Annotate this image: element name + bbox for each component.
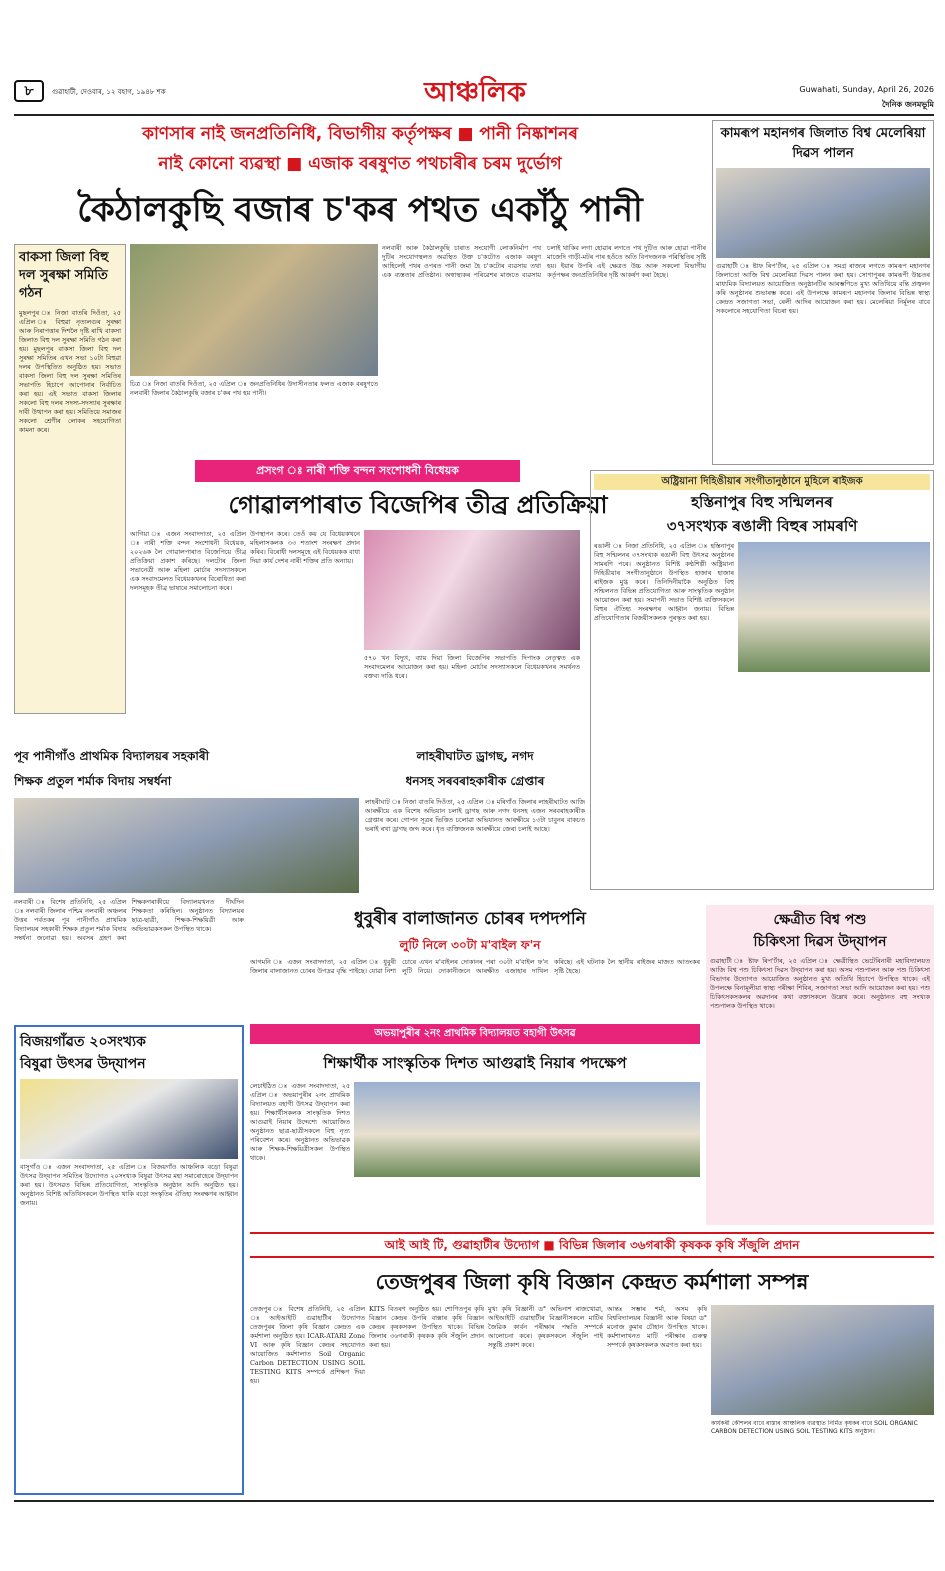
iit-body-4: আন্তঃ সম্ভাৰ শৰ্মা, অসম কৃষি বিশ্ববিদ্যালয়ৰ বিজ্ঞানী আৰু বিষয়া ড° মনোজ কুমাৰ চৌহান উপস্থিত থাকে। কৰ্মশালাখনত মাটি পৰীক্ষাৰ গুৰুত্ব সম্পৰ্কে কৃষকসকলক অৱগত কৰা হয়। [607,1305,707,1349]
abhaya-body: লেচাইঠিত ঃ এজন সংবাদদাতা, ২৫ এপ্ৰিল ঃ অভয়াপুৰীৰ ২নং প্ৰাথমিক বিদ্যালয়ত বহাগী উৎসৱ উদ্‌যাপন কৰা হয়। শিক্ষাৰ্থীসকলক সাংস্কৃতিক দিশত আগুৱাই নিয়াৰ উদ্দেশ্যে আয়োজিত অনুষ্ঠানত ছাত্ৰ-ছাত্ৰীসকলে বিহু নৃত্য পৰিবেশন কৰে। অনুষ্ঠানত অভিভাৱক আৰু শিক্ষক-শিক্ষয়িত্ৰীসকল উপস্থিত থাকে। [250,1082,350,1162]
abhaya-tag: অভয়াপুৰীৰ ২নং প্ৰাথমিক বিদ্যালয়ত বহাগী উৎসৱ [250,1024,700,1044]
iit-body-2: KITS বিতৰণ অনুষ্ঠিত হয়। শোণিতপুৰ কৃষি বিজ্ঞান কেন্দ্ৰৰ উপৰি বাক্সাৰ কৃষি বিজ্ঞান কেন্দ্ৰৰ কৃষকসকল উপস্থিত থাকে। বিভিন্ন জিলাৰ ৩৬গৰাকী কৃষকক কৃষি সঁজুলি প্ৰদান কৰা হয়। [369,1305,484,1349]
prasanga-headline: গোৱালপাৰাত বিজেপিৰ তীব্ৰ প্ৰতিক্ৰিয়া [228,491,608,519]
dhubri-headline: ধুবুৰীৰ বালাজানত চোৰৰ দপদপনি [354,909,586,929]
vet-headline-2: চিকিৎসা দিৱস উদ্‌যাপন [753,934,887,950]
hastinapur-photo [738,542,930,672]
header-divider [14,114,934,116]
prasanga-body-1: আগিয়া ঃ এজন সংবাদদাতা, ২৫ এপ্ৰিল ঃ নাৰী শক্তি বন্দন সংশোধনী বিধেয়ক, ২০২৬ক লৈ গোৱালপাৰাত বিজেপিয়ে তীব্ৰ প্ৰতিক্ৰিয়া প্ৰকাশ কৰিছে। দলটোৰ জিলা সভানেত্ৰী আৰু মহিলা মোৰ্চাৰ সদস্যাসকলে এক সংবাদমেলত বিধেয়কখনৰ বিৰোধিতা কৰা দলসমূহক তীব্ৰ ভাষাৰে সমালোচনা কৰে। [130,530,246,592]
malaria-photo [716,168,930,258]
prasanga-photo [364,530,580,650]
page-number-badge: ৮ [14,80,44,102]
vet-body: গুৱাহাটী ঃ ষ্টাফ ৰিপ'ৰ্টাৰ, ২৫ এপ্ৰিল ঃ ক্ষেত্ৰীস্থিত ভেটেৰিনাৰী মহাবিদ্যালয়ত আজি বিশ্ব পশু চিকিৎসা দিৱস উদ্‌যাপন কৰা হয়। অসম পশুপালন আৰু পশু চিকিৎসা বিভাগৰ উদ্যোগত আয়োজিত অনুষ্ঠানত মুখ্য অতিথি হিচাপে উপস্থিত থাকে। এই উপলক্ষে বিনামূলীয়া স্বাস্থ্য পৰীক্ষা শিবিৰ, সজাগতা সভা আদি আয়োজন কৰা হয়। পশু চিকিৎসকসকলৰ অৱদানৰ কথা বক্তাসকলে উল্লেখ কৰে। অনুষ্ঠানত বহু সংখ্যক পশুপালক উপস্থিত থাকে। [710,957,930,1010]
iit-photo [711,1305,934,1415]
header-date-left: গুৱাহাটী, দেওবাৰ, ১২ বহাগ, ১৯৪৮ শক [52,88,166,96]
bijoy-story [14,1025,244,1495]
bijoy-photo [20,1079,238,1159]
prasanga-body-3: ৫৭০ খন বিদ্যুৎ, ব্যায় দিয়া জিলা বিজেপিৰ সভাপতি দিপাংক নেতৃত্বত এক সংবাদমেলৰ আয়োজন কৰা হয়। মহিলা মোৰ্চাৰ সদস্যাসকলে বিধেয়কখনৰ সমৰ্থনত বক্তব্য দাঙি ধৰে। [364,654,580,680]
hastinapur-tag: অষ্ট্ৰিয়ানা দিহিঙীয়াৰ সংগীতানুষ্ঠানে মুহিলে ৰাইজক [594,474,930,490]
iit-banner: আই আই টি, গুৱাহাটীৰ উদ্যোগ ■ বিভিন্ন জিলাৰ ৩৬গৰাকী কৃষকক কৃষি সঁজুলি প্ৰদান [250,1232,934,1258]
vet-headline-1: ক্ষেত্ৰীত বিশ্ব পশু [773,912,867,928]
lahori-headline-1: লাহৰীঘাটত ড্ৰাগছ, নগদ [416,749,534,763]
lead-headline: কৈঠালকুছি বজাৰ চ'কৰ পথত একাঁঠু পানী [77,190,643,230]
lead-kicker-2: নাই কোনো ব্যৱস্থা ■ এজাক বৰষুণত পথচাৰীৰ চৰম দুৰ্ভোগ [158,154,562,174]
abhaya-photo [354,1082,700,1177]
lead-caption: চিত্ৰ ঃ নিজা বাতৰি দিওঁতা, ২৫ এপ্ৰিল ঃ জনপ্ৰতিনিধিৰ উদাসীনতাৰ ফলত এজাক বৰষুণতে নলবাৰী জিলাৰ কৈঠালকুছি বজাৰ চ'কৰ পথ হয় পানী। [130,380,378,397]
malaria-story [712,120,934,465]
prasanga-tag: প্ৰসংগ ঃ নাৰী শক্তি বন্দন সংশোধনী বিধেয়ক [195,460,520,482]
iit-caption: কাৰ্যকৰী কৌশলৰ বাবে ৰাস্তাৰ আঞ্চলিক ব্যৱস্থাত নিৰ্মিত কৃষকৰ বাবে SOIL ORGANIC CARBON DETECTION USING SOIL TESTING KITS অনুষ্ঠান। [711,1420,918,1435]
lahori-body: লাহৰীঘাট ঃ নিজা বাতৰি দিওঁতা, ২৫ এপ্ৰিল ঃ মৰিগাঁও জিলাৰ লাহৰীঘাটত আজি আৰক্ষীয়ে এক বিশেষ অভিযান চলাই ড্ৰাগছ আৰু নগদ ধনসহ এজন সৰবৰাহকাৰীক গ্ৰেপ্তাৰ কৰে। গোপন সূত্ৰৰ ভিত্তিত চলোৱা অভিযানত আৰক্ষীয়ে ১৩টা চাবুনৰ বাকচত ভৰাই ৰখা ড্ৰাগছ জব্দ কৰে। ধৃত ব্যক্তিজনক আৰক্ষীয়ে জেৰা চলাই আছে। [365,798,585,833]
prasanga-body-2: উপস্থাপন কৰে। তেওঁ কয় যে বিধেয়কখনে মহিলাসকলক ৩৩ শতাংশ সংৰক্ষণ প্ৰদান কৰিব। বিৰোধী দলসমূহে এই বিধেয়কক বাধা দিয়া কাৰ্য দেশৰ নাৰী শক্তিৰ প্ৰতি অন্যায়। [250,530,360,565]
iit-body-3: মুখ্য কৃষি বিজ্ঞানী ড° অভিনাশ ৰাজখোৱা, আইআইটি গুৱাহাটীৰ বিজ্ঞানীসকলে মাটিৰ জৈৱিক কাৰ্বন পৰীক্ষাৰ পদ্ধতি সম্পৰ্কে আলোচনা কৰে। কৃষকসকলে সঁজুলি পাই সন্তুষ্টি প্ৰকাশ কৰে। [488,1305,603,1349]
lead-photo [130,244,378,376]
header-date-right: Guwahati, Sunday, April 26, 2026 [799,85,934,94]
hastinapur-body: ৰঙালী ঃ নিজা প্ৰতিনিধি, ২৫ এপ্ৰিল ঃ হস্তিনাপুৰ বিহু সন্মিলনৰ ৩৭সংখ্যক ৰঙালী বিহু উৎসৱ অনুষ্ঠানৰ সামৰণি পৰে। অনুষ্ঠানত বিশিষ্ট কণ্ঠশিল্পী অষ্ট্ৰিয়ানা দিহিঙীয়াৰ সংগীতানুষ্ঠানে উপস্থিত হাজাৰ হাজাৰ ৰাইজক মুগ্ধ কৰে। তিনিদিনীয়াকৈ অনুষ্ঠিত বিহু সন্মিলনত বিভিন্ন প্ৰতিযোগিতা আৰু সাংস্কৃতিক অনুষ্ঠান আয়োজন কৰা হয়। সমাপনী সভাত বিশিষ্ট ব্যক্তিসকলে বিহুৰ ঐতিহ্য সংৰক্ষণৰ আহ্বান জনায়। বিভিন্ন প্ৰতিযোগিতাৰ বিজয়ীসকলক পুৰস্কৃত কৰা হয়। [594,542,734,622]
hastinapur-story [590,470,934,890]
prabul-headline-1: পূব পানীগাঁও প্ৰাথমিক বিদ্যালয়ৰ সহকাৰী [14,749,210,763]
vet-story [706,905,934,1225]
abhaya-headline: শিক্ষাৰ্থীক সাংস্কৃতিক দিশত আগুৱাই নিয়াৰ পদক্ষেপ [323,1054,627,1072]
dhubri-body: আগমনি ঃ এজন সংবাদদাতা, ২৫ এপ্ৰিল ঃ ধুবুৰী জিলাৰ বালাজানত চোৰৰ উপদ্ৰৱ বৃদ্ধি পাইছে। যোৱা নিশা চোৰে এখন ম'বাইলৰ দোকানৰ পৰা ৩০টা ম'বাইল ফ'ন লুটি নিয়ে। দোকানীজনে আৰক্ষীত এজাহাৰ দাখিল কৰিছে। এই ঘটনাক লৈ স্থানীয় ৰাইজৰ মাজত আতংকৰ সৃষ্টি হৈছে। [250,958,700,975]
lahori-headline-2: ধনসহ সৰবৰাহকাৰীক গ্ৰেপ্তাৰ [405,774,545,788]
malaria-body: গুৱাহাটী ঃ ষ্টাফ ৰিপ'ৰ্টাৰ, ২৫ এপ্ৰিল ঃ সমগ্ৰ ৰাজ্যৰ লগতে কামৰূপ মহানগৰ জিলাতো আজি বিশ্ব মেলেৰিয়া দিৱস পালন কৰা হয়। সোণাপুৰৰ কামৰূপী উচ্চতৰ মাধ্যমিক বিদ্যালয়ত আয়োজিত অনুষ্ঠানটিৰ আৰম্ভণিতে মুখ্য অতিথিয়ে বন্তি প্ৰজ্বলন কৰি অনুষ্ঠানৰ শুভাৰম্ভ কৰে। এই উপলক্ষে কামৰূপ মহানগৰ জিলাৰ বিভিন্ন স্বাস্থ্য কেন্দ্ৰত সজাগতা সভা, ৰেলী আদিৰ আয়োজন কৰা হয়। মেলেৰিয়া নিৰ্মূলৰ বাবে সকলোৰে সহযোগিতা বিচৰা হয়। [716,262,930,315]
dhubri-subhead: লুটি নিলে ৩০টা ম'বাইল ফ'ন [399,938,541,952]
bijoy-headline-1: বিজয়গাঁৱত ২০সংখ্যক [20,1034,146,1050]
left-column-headline: বাকসা জিলা বিহু দল সুৰক্ষা সমিতি গঠন [19,250,109,301]
iit-headline: তেজপুৰৰ জিলা কৃষি বিজ্ঞান কেন্দ্ৰত কৰ্মশালা সম্পন্ন [375,1270,809,1294]
hastinapur-headline-2: ৩৭সংখ্যক ৰঙালী বিহুৰ সামৰণি [666,517,858,535]
section-title: আঞ্চলিক [424,77,526,108]
bijoy-body: বাসুগাঁও ঃ এজন সংবাদদাতা, ২৫ এপ্ৰিল ঃ বিজয়গাঁও আঞ্চলিক বড়ো বিষুৱা উৎসৱ উদ্‌যাপন সমিতিৰ উদ্যোগত ২০সংখ্যক বিষুৱা উৎসৱ মহা সমাৰোহেৰে উদ্‌যাপন কৰা হয়। উৎসৱত বিভিন্ন প্ৰতিযোগিতা, সাংস্কৃতিক অনুষ্ঠান আদি অনুষ্ঠিত হয়। অনুষ্ঠানত বিশিষ্ট অতিথিসকলে উপস্থিত থাকি বড়ো সংস্কৃতিৰ ঐতিহ্য সংৰক্ষণৰ আহ্বান জনায়। [20,1163,238,1207]
footer-divider [14,1500,934,1502]
lead-body: নলবাৰী আৰু কৈঠালকুছি চাৰাত সংযোগী লোকনিৰ্মাণ পথ দুটিৰ সংযোগস্থলত অৱস্থিত উক্ত চ'কটোত এজাক বৰষুণ আহিলেই পথৰ ওপৰত পানী জমা হৈ চ'কটোৰ ব্যৱসায় তথা এক ব্যস্ততাৰ প্ৰতিষ্ঠান। অস্বাস্থ্যকৰ পৰিৱেশৰ মাজতে ব্যৱসায় চলাই থাকিব লগা হোৱাৰ লগতে পথ দুটিত আৰু হোৱা পানীৰ মাজেদি গাড়ী-মটৰ পাৰ হওঁতে অতি বিপদজনক পৰিস্থিতিৰ সৃষ্টি হয়। ইয়াৰ উপৰি এই ক্ষেত্ৰত উচ্চ আৰু সকলো বিভাগীয় কৰ্তৃপক্ষৰ জনপ্ৰতিনিধিৰ দৃষ্টি আকৰ্ষণ কৰা হৈছে। [382,244,706,279]
prabul-photo [14,798,359,893]
lead-kicker-1: কাণসাৰ নাই জনপ্ৰতিনিধি, বিভাগীয় কৰ্তৃপক্ষৰ ■ পানী নিষ্কাশনৰ [142,124,578,144]
paper-name: দৈনিক জনমভূমি [882,100,934,109]
prabul-body: নলবাৰী ঃ বিশেষ প্ৰতিনিধি, ২৫ এপ্ৰিল ঃ নলবাৰী জিলাৰ পশ্চিম নলবাৰী অঞ্চলৰ উত্তৰ পৰ্বতকৰ পূব পানীগাঁও প্ৰাথমিক বিদ্যালয়ৰ সহকাৰী শিক্ষক প্ৰতুল শৰ্মাক বিদায় সম্বৰ্ধনা জনোৱা হয়। অবসৰ গ্ৰহণ কৰা শিক্ষকগৰাকীয়ে বিদ্যালয়খনত দীৰ্ঘদিন শিক্ষকতা কৰিছিল। অনুষ্ঠানত বিদ্যালয়ৰ ছাত্ৰ-ছাত্ৰী, শিক্ষক-শিক্ষয়িত্ৰী আৰু অভিভাৱকসকল উপস্থিত থাকে। [14,898,244,942]
iit-body-1: তেজপুৰ ঃ বিশেষ প্ৰতিনিধি, ২৫ এপ্ৰিল ঃ আইআইটি গুৱাহাটীৰ উদ্যোগত তেজপুৰৰ জিলা কৃষি বিজ্ঞান কেন্দ্ৰত এক কৰ্মশালা অনুষ্ঠিত হয়। ICAR-ATARI Zone VI আৰু কৃষি বিজ্ঞান কেন্দ্ৰৰ সহযোগত আয়োজিত কৰ্মশালাত Soil Organic Carbon DETECTION USING SOIL TESTING KITS সম্পৰ্কে প্ৰশিক্ষণ দিয়া হয়। [250,1305,365,1385]
left-column-story [14,244,126,714]
malaria-headline: কামৰূপ মহানগৰ জিলাত বিশ্ব মেলেৰিয়া দিৱস পালন [720,126,926,161]
bijoy-headline-2: বিষুৱা উৎসৱ উদ্‌যাপন [20,1056,146,1072]
hastinapur-headline-1: হস্তিনাপুৰ বিহু সন্মিলনৰ [691,493,833,511]
left-column-body: মুছলপুৰ ঃ নিজা বাতৰি দিওঁতা, ২৫ এপ্ৰিল ঃ বিহুৱা নৃত্যলগুৰ সুৰক্ষা আৰু নিৰাপত্তাৰ দিশলৈ দৃষ্টি ৰাখি বাকসা জিলাত বিহু দল সুৰক্ষা সমিতি গঠন কৰা হয়। মুছলপুৰ বাকসা জিলা বিহু দল সুৰক্ষা সমিতিৰ এখন সভা ১০টা বিহুৱা দলৰ উপস্থিতিত অনুষ্ঠিত হয়। সভাত বাকসা জিলা বিহু দল সুৰক্ষা সমিতিৰ সভাপতি হিচাপে আপোনাৰ নিৰ্বাচিত কৰা হয়। এই সভাত বাকসা জিলাৰ সকলো বিহু দলৰ সদস্য-সদস্যাৰ সুৰক্ষাৰ দাবী উত্থাপন কৰা হয়। সমিতিয়ে সমাজৰ সকলো শ্ৰেণীৰ লোকৰ সহযোগিতা কামনা কৰে। [19,309,121,434]
prabul-headline-2: শিক্ষক প্ৰতুল শৰ্মাক বিদায় সম্বৰ্ধনা [14,774,172,788]
